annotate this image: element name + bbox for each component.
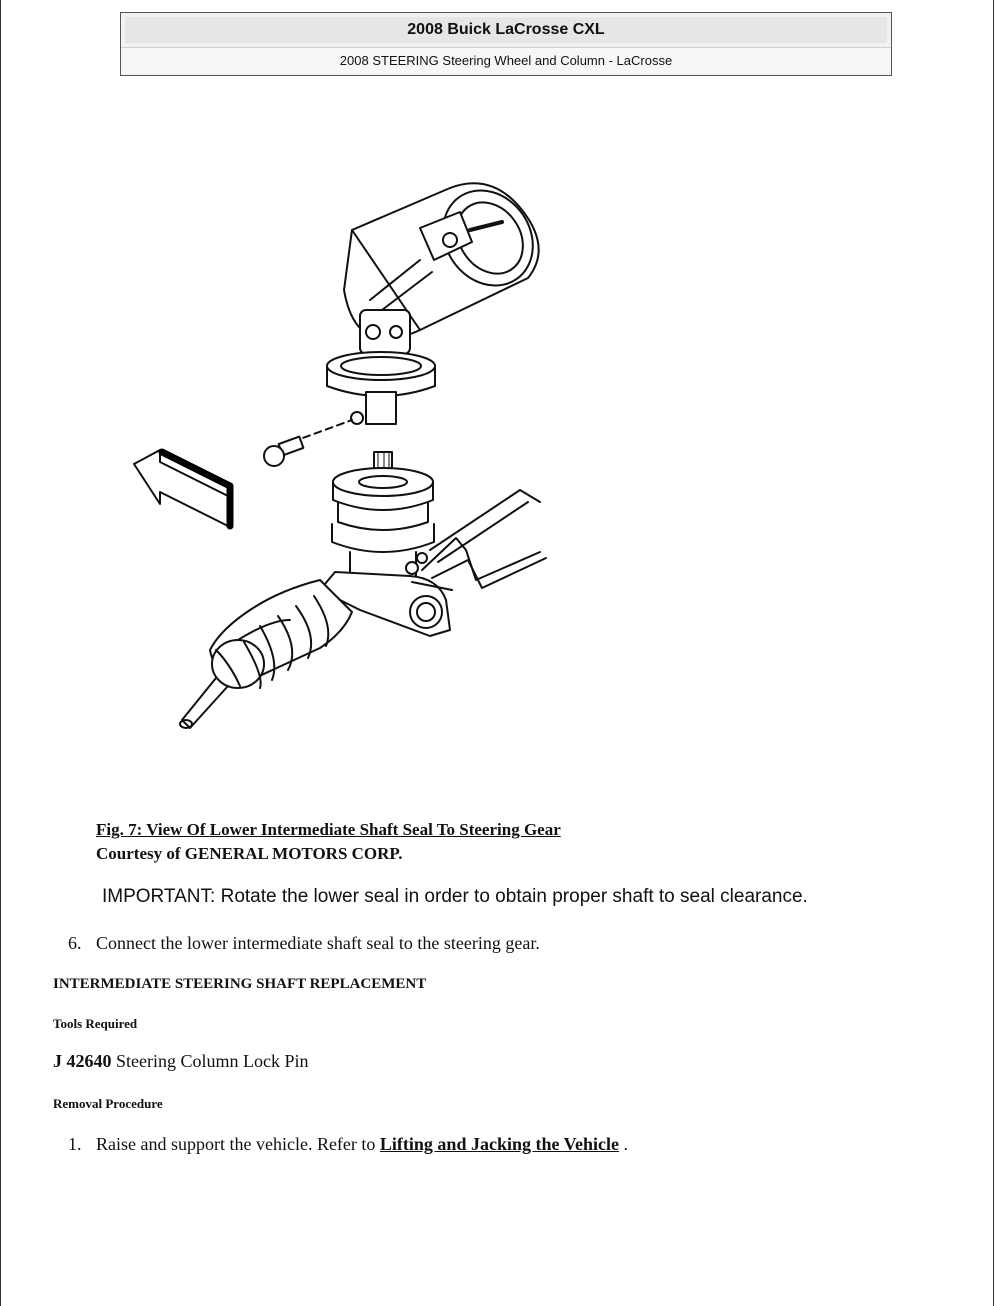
figure-title: Fig. 7: View Of Lower Intermediate Shaft Seal To Steering Gear bbox=[96, 820, 561, 839]
step-6-number: 6. bbox=[68, 933, 82, 953]
upper-joint-housing bbox=[344, 180, 551, 354]
step-1-number: 1. bbox=[68, 1134, 82, 1154]
tie-rod bbox=[180, 678, 228, 728]
tools-required-heading: Tools Required bbox=[53, 1016, 138, 1031]
important-text: Rotate the lower seal in order to obtain proper shaft to seal clearance. bbox=[220, 886, 808, 907]
step-6-text: Connect the lower intermediate shaft seal to the steering gear. bbox=[96, 933, 540, 953]
bolt bbox=[264, 420, 352, 466]
tool-code: J 42640 bbox=[53, 1051, 112, 1071]
tool-entry bbox=[53, 1051, 309, 1072]
vehicle-title: 2008 Buick LaCrosse CXL bbox=[125, 17, 887, 43]
step-1 bbox=[68, 1132, 628, 1156]
section-heading: INTERMEDIATE STEERING SHAFT REPLACEMENT bbox=[53, 976, 427, 992]
lifting-jacking-link[interactable]: Lifting and Jacking the Vehicle bbox=[379, 1134, 619, 1154]
page-border-right bbox=[993, 0, 994, 1306]
tool-name: Steering Column Lock Pin bbox=[116, 1051, 309, 1071]
step-6 bbox=[68, 931, 540, 955]
section-subtitle: 2008 STEERING Steering Wheel and Column - LaCrosse bbox=[121, 47, 891, 74]
rack-boot-bellows bbox=[210, 580, 352, 688]
page-border-left bbox=[0, 0, 1, 1306]
step-1-end: . bbox=[623, 1134, 628, 1154]
document-header bbox=[120, 12, 892, 76]
direction-arrow bbox=[134, 450, 230, 526]
step-1-text: Raise and support the vehicle. Refer to bbox=[96, 1134, 376, 1154]
steering-gear-illustration bbox=[120, 180, 560, 740]
important-label: IMPORTANT: bbox=[102, 886, 216, 907]
upper-seal-collar bbox=[327, 352, 435, 424]
figure-credit: Courtesy of GENERAL MOTORS CORP. bbox=[96, 844, 403, 863]
lower-shaft-seal bbox=[332, 468, 434, 582]
important-note bbox=[102, 884, 808, 910]
removal-procedure-heading: Removal Procedure bbox=[53, 1096, 163, 1111]
figure-caption bbox=[96, 818, 561, 866]
